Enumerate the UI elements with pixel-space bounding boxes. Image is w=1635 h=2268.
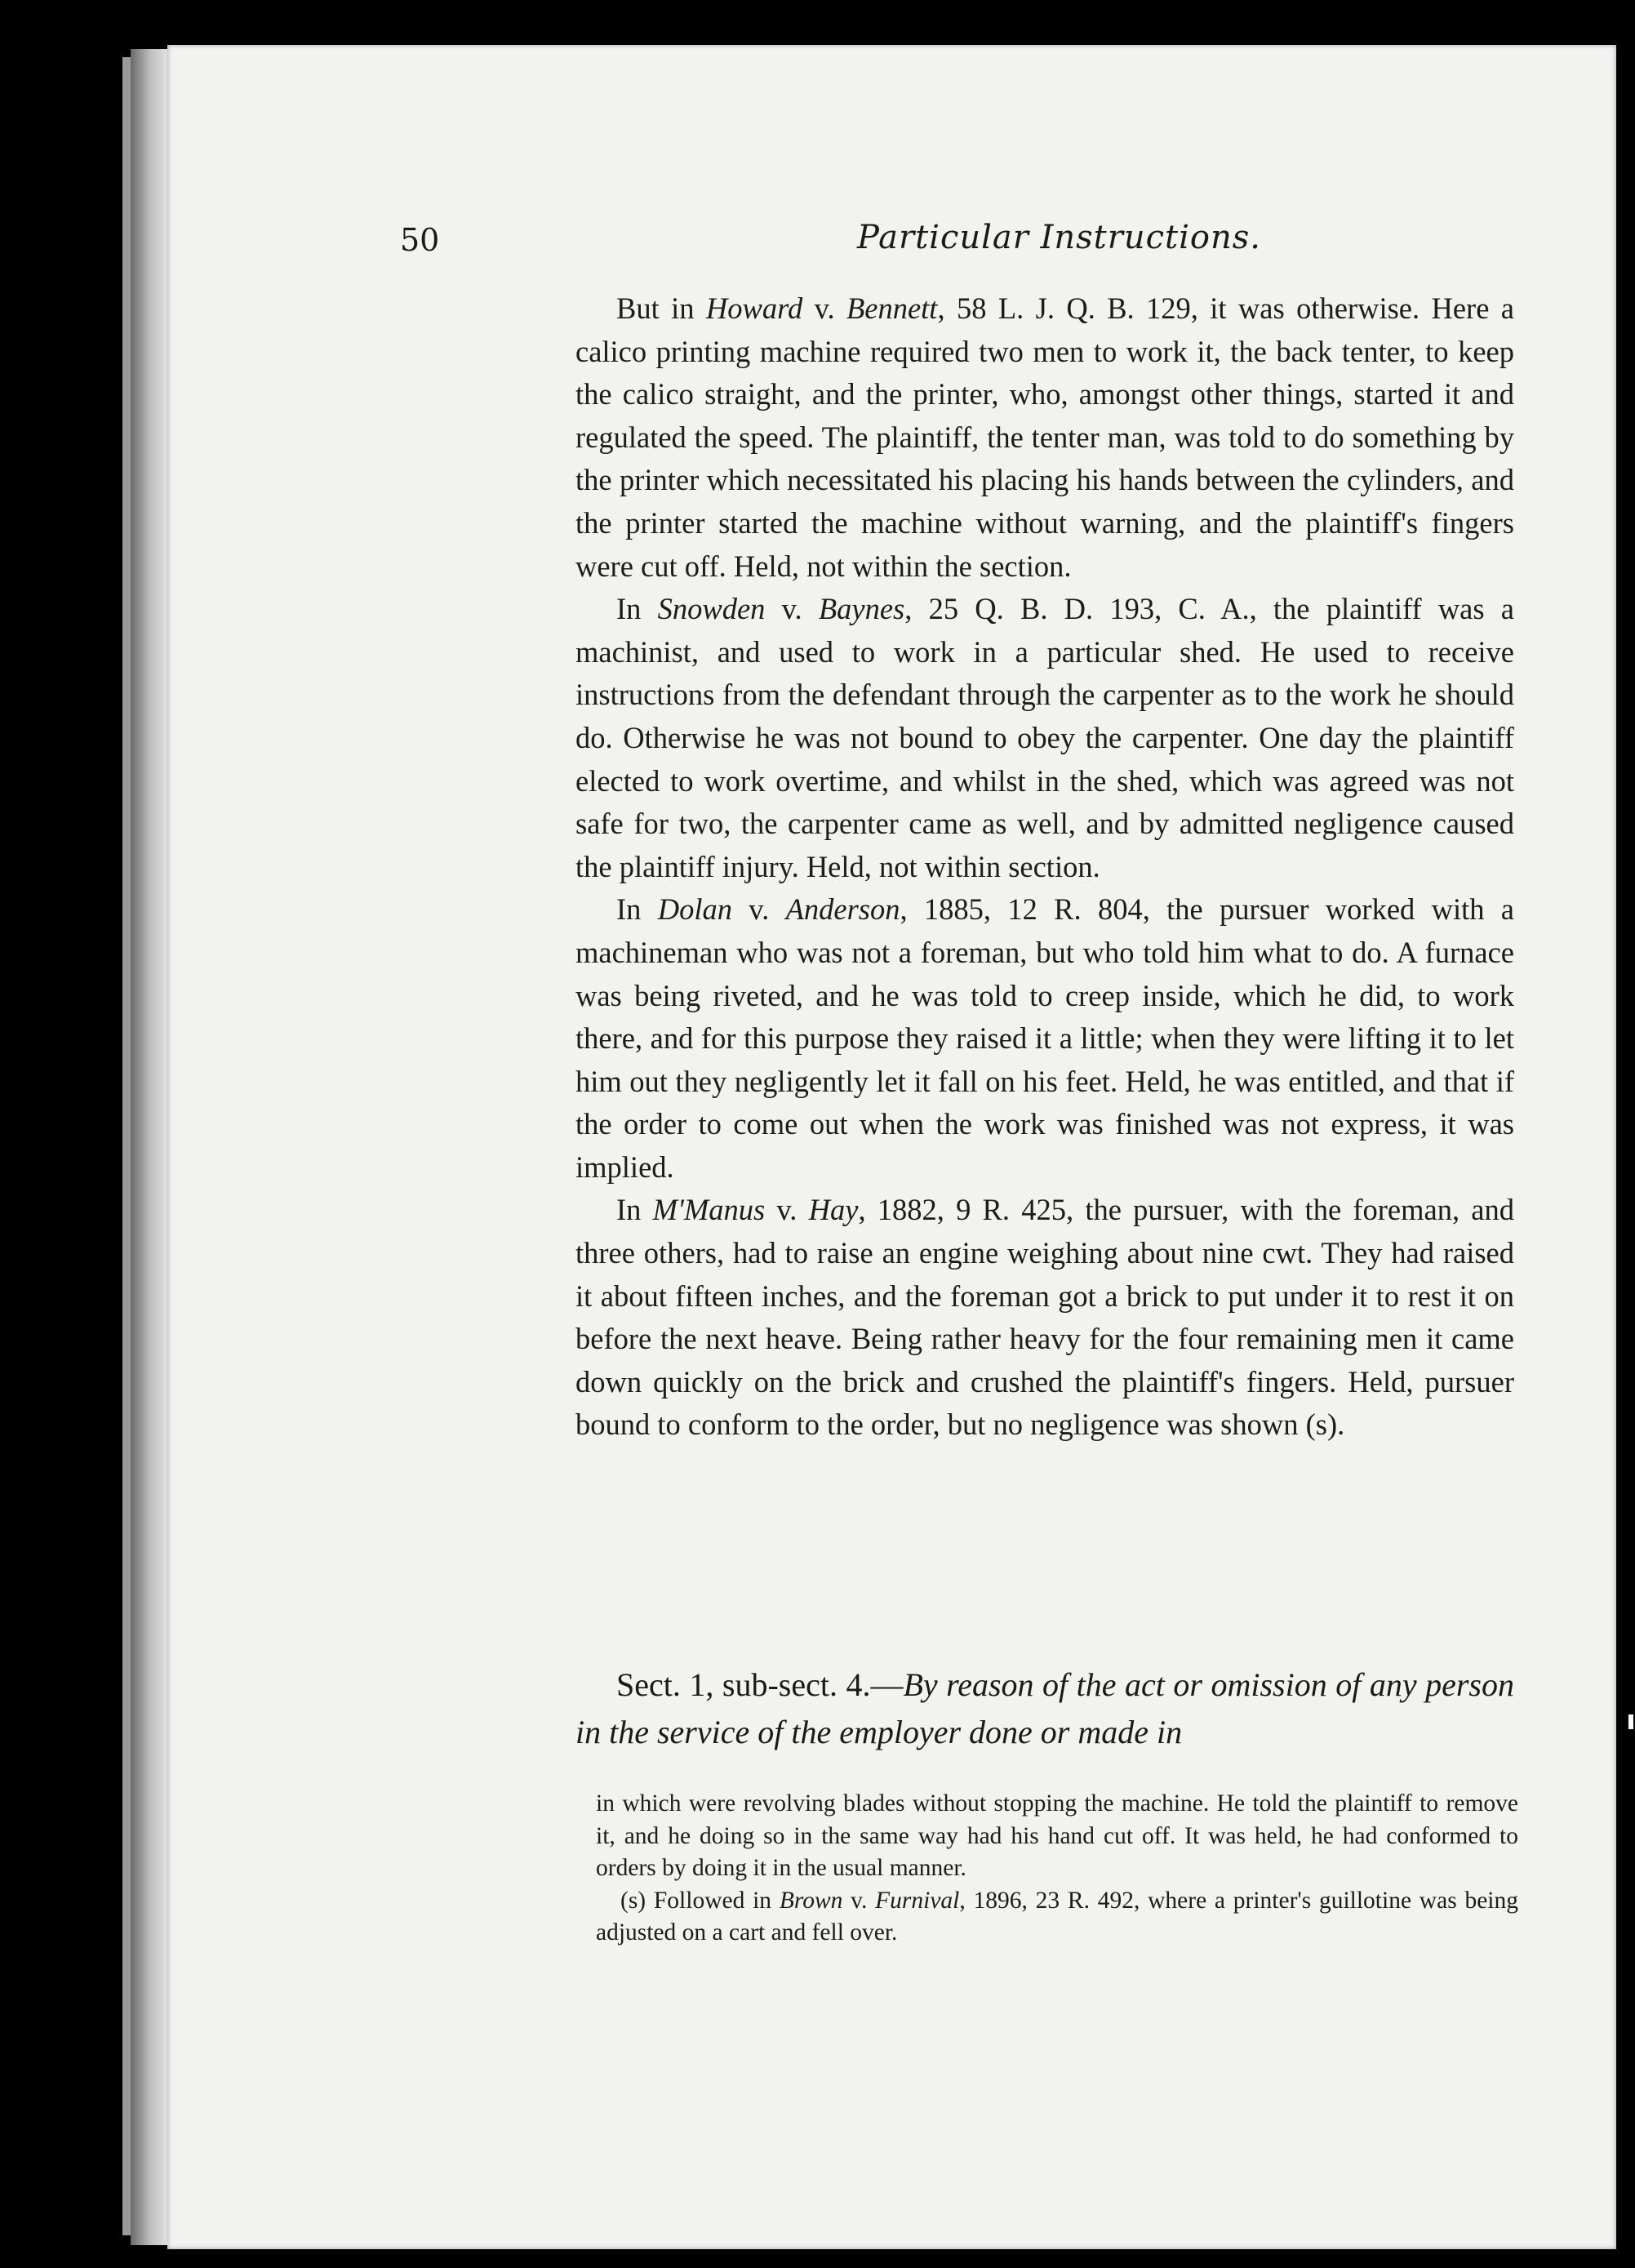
text-run: But in [616,291,706,325]
running-title: Particular Instructions. [857,219,1261,256]
case-name: Furnival [875,1887,960,1914]
case-name: Anderson [785,892,900,927]
text-run: , 25 Q. B. D. 193, C. A., the plaintiff was a machinist, and used to work in a particular shed. He used to receive instructions from the defendant through the carpenter as to the work he should do. Otherwise he was not bound to obey the carpenter. One day the plaintiff elected to work overtime, and whilst in the shed, which was agreed was not safe for two, the carpenter came as well, and by admitted negligence caused the plaintiff injury. Held, not within section. [575,592,1514,883]
text-run: v. [765,1193,809,1227]
paragraph-howard-v-bennett [575,287,1514,588]
paragraph-dolan-v-anderson [575,888,1514,1189]
page-number: 50 [400,222,440,258]
text-run: , 1885, 12 R. 804, the pursuer worked with a machineman who was not a foreman, but who told him what to do. A furnace was being riveted, and he was told to creep inside, which he did, to work there, and for this purpose they raised it a little; when they were lifting it to let him out they negligently let it fall on his feet. Held, he was entitled, and that if the order to come out when the work was finished was not express, it was implied. [575,892,1514,1184]
footnotes [596,1788,1518,1950]
section-label: Sect. 1, sub-sect. 4.— [616,1666,904,1703]
case-name: M'Manus [652,1193,766,1227]
case-name: Snowden [657,592,766,626]
body-text [575,287,1514,1447]
paragraph-mmanus-v-hay [575,1189,1514,1447]
text-run: In [616,1193,653,1227]
paragraph-snowden-v-baynes [575,588,1514,888]
case-name: Bennett [846,291,938,325]
text-run: v. [842,1887,876,1914]
text-run: In [616,592,658,626]
case-name: Baynes [818,592,905,626]
case-name: Howard [705,291,803,325]
case-name: Brown [779,1887,843,1914]
text-run: , 58 L. J. Q. B. 129, it was otherwise. Here a calico printing machine required two men to work it, the back tenter, to keep the calico straight, and the printer, who, amongst other things, started it and regulated the speed. The plaintiff, the tenter man, was told to do something by the printer which necessitated his placing his hands between the cylinders, and the printer started the machine without warning, and the plaintiff's fingers were cut off. Held, not within the section. [575,291,1514,583]
text-run: v. [765,592,819,626]
case-name: Dolan [657,892,732,927]
case-name: Hay [808,1193,859,1227]
section-heading [575,1661,1514,1756]
footnote-s [596,1885,1518,1950]
text-run: v. [802,291,846,325]
section-text: By reason of the act or omission of any person in the service of the employer done or made in [575,1666,1514,1750]
footnote-continued: in which were revolving blades without stopping the machine. He told the plaintiff to remove it, and he doing so in the same way had his hand cut off. It was held, he had conformed to orders by doing it in the usual manner. [596,1790,1518,1881]
text-run: , 1896, 23 R. 492, where a printer's guillotine was being adjusted on a cart and fell over. [596,1887,1518,1946]
text-run: v. [731,892,786,927]
scan-artifact [1628,1714,1633,1729]
text-run: , 1882, 9 R. 425, the pursuer, with the foreman, and three others, had to raise an engine weighing about nine cwt. They had raised it about fifteen inches, and the foreman got a brick to put under it to rest it on before the next heave. Being rather heavy for the four remaining men it came down quickly on the brick and crushed the plaintiff's fingers. Held, pursuer bound to conform to the order, but no negligence was shown (s). [575,1193,1514,1442]
footnote-marker: (s) [620,1887,646,1914]
text-run: In [616,892,658,927]
text-run: Followed in [646,1887,780,1914]
